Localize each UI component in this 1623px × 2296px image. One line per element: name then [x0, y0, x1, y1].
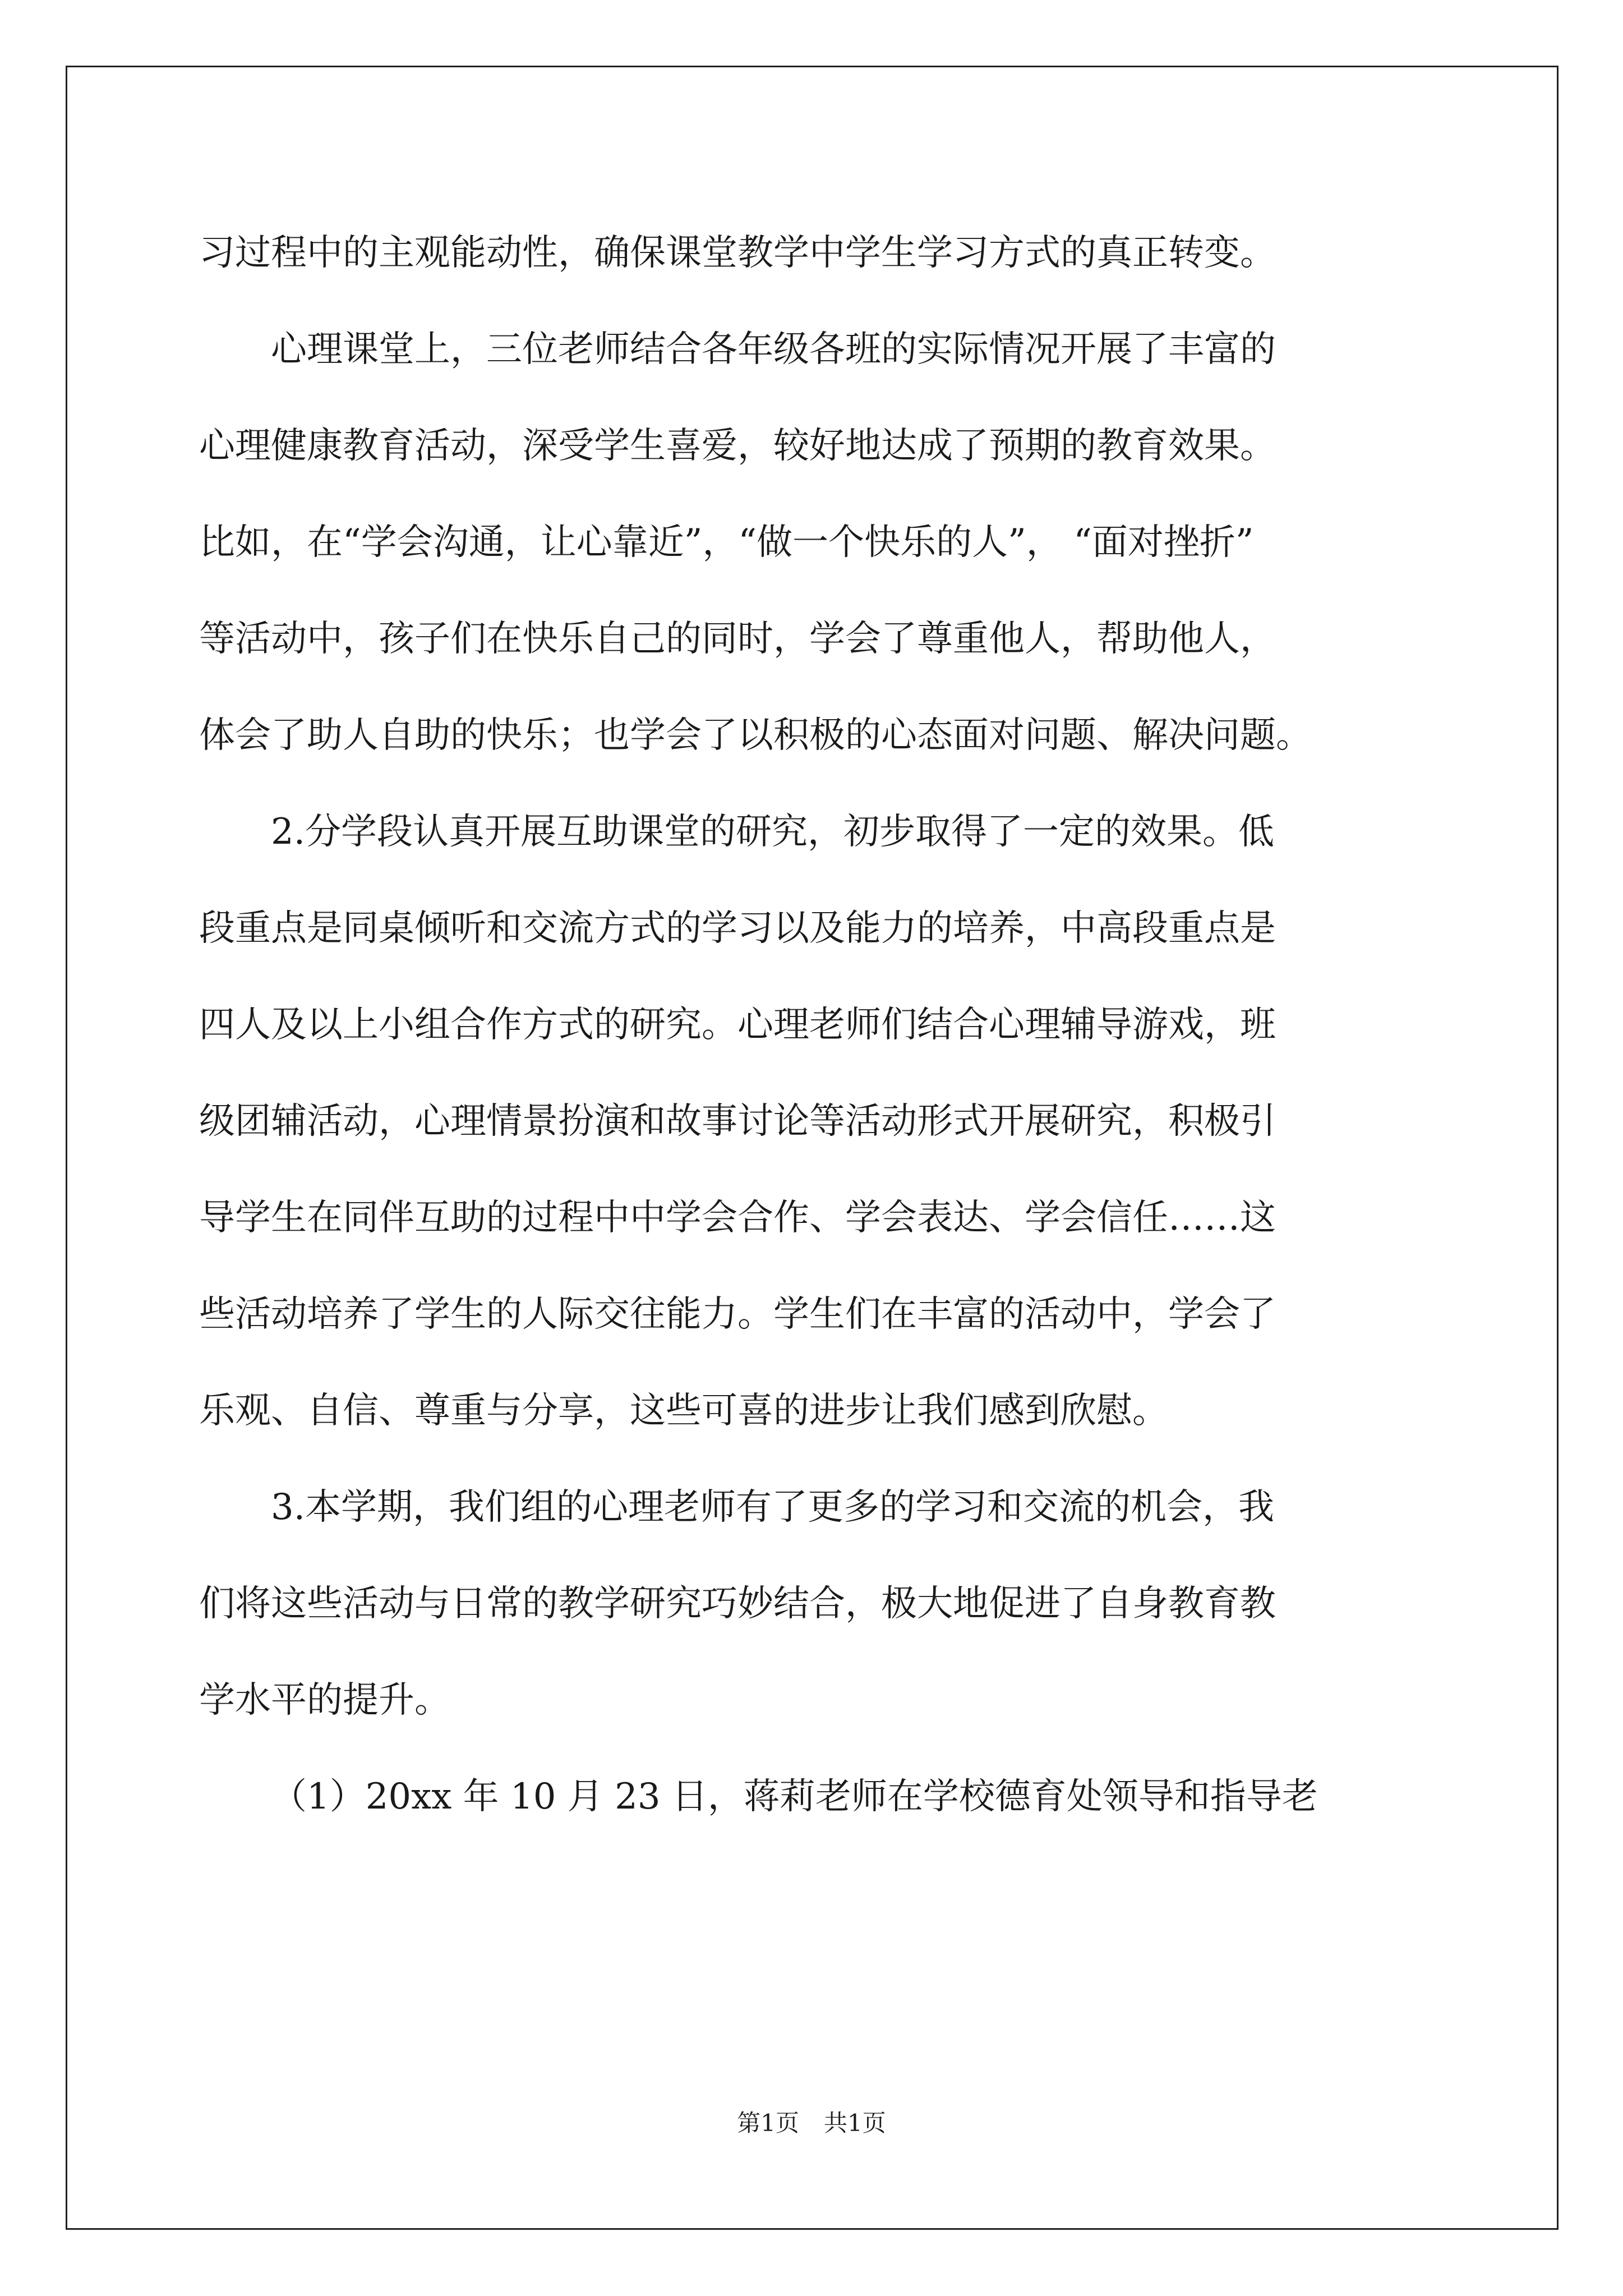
paragraph-start-line: 2.分学段认真开展互助课堂的研究，初步取得了一定的效果。低 — [271, 811, 1275, 853]
text-line: 些活动培养了学生的人际交往能力。学生们在丰富的活动中，学会了 — [199, 1294, 1276, 1335]
text-line: 体会了助人自助的快乐；也学会了以积极的心态面对问题、解决问题。 — [199, 715, 1312, 756]
page-number: 第1页 — [737, 2109, 799, 2137]
paragraph-start-line: 3.本学期，我们组的心理老师有了更多的学习和交流的机会，我 — [271, 1487, 1275, 1528]
page-total: 共1页 — [824, 2109, 886, 2137]
text-line: 心理健康教育活动，深受学生喜爱，较好地达成了预期的教育效果。 — [199, 425, 1276, 467]
text-line: 等活动中，孩子们在快乐自己的同时，学会了尊重他人，帮助他人， — [199, 618, 1276, 660]
paragraph-start-line: （1）20xx 年 10 月 23 日，蒋莉老师在学校德育处领导和指导老 — [271, 1776, 1318, 1818]
text-line: 乐观、自信、尊重与分享，这些可喜的进步让我们感到欣慰。 — [199, 1390, 1168, 1432]
text-line: 四人及以上小组合作方式的研究。心理老师们结合心理辅导游戏，班 — [199, 1004, 1276, 1046]
text-line: 学水平的提升。 — [199, 1680, 450, 1721]
text-line: 习过程中的主观能动性，确保课堂教学中学生学习方式的真正转变。 — [199, 232, 1276, 274]
text-line: 级团辅活动，心理情景扮演和故事讨论等活动形式开展研究，积极引 — [199, 1101, 1276, 1142]
text-line: 们将这些活动与日常的教学研究巧妙结合，极大地促进了自身教育教 — [199, 1583, 1276, 1625]
text-line: 比如，在“学会沟通，让心靠近”，“做一个快乐的人”， “面对挫折” — [199, 522, 1254, 563]
document-body — [199, 205, 1433, 1845]
paragraph-start-line: 心理课堂上，三位老师结合各年级各班的实际情况开展了丰富的 — [271, 329, 1276, 370]
text-line: 导学生在同伴互助的过程中中学会合作、学会表达、学会信任……这 — [199, 1197, 1276, 1239]
text-line: 段重点是同桌倾听和交流方式的学习以及能力的培养，中高段重点是 — [199, 908, 1276, 949]
page-footer — [0, 2106, 1623, 2140]
